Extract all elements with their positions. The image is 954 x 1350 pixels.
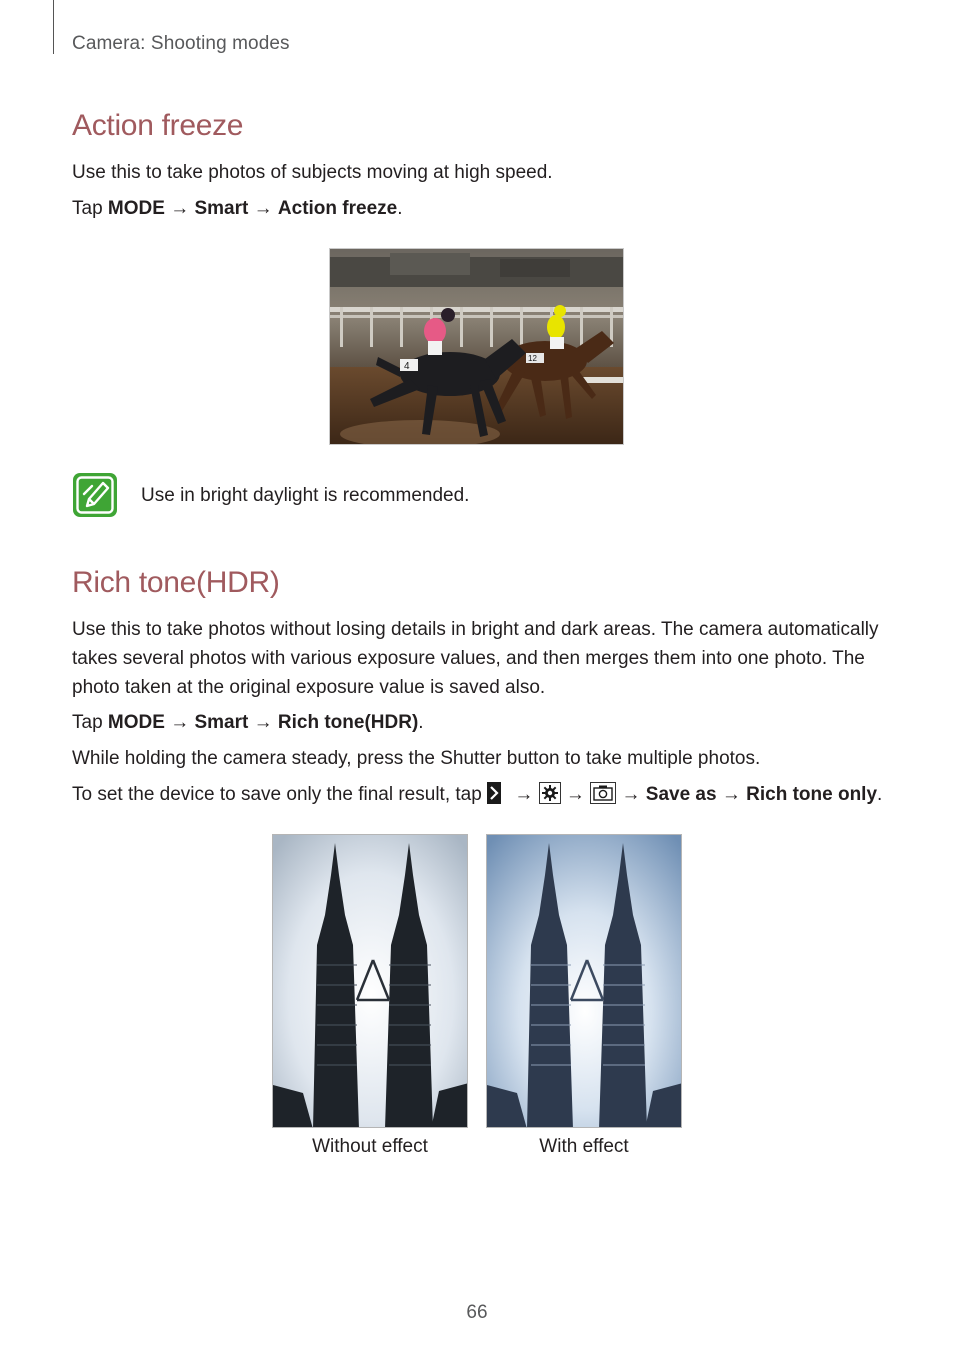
step-action-freeze: Action freeze xyxy=(277,198,398,219)
camera-icon xyxy=(590,782,616,804)
arrow: → xyxy=(170,712,190,733)
running-head: Camera: Shooting modes xyxy=(72,33,290,54)
rich-tone-description: Use this to take photos without losing details in bright and dark areas. The camera automatically takes several photos with various exposure values, and then merges them into one photo. The photo taken at the original exposure value is saved also. xyxy=(72,619,879,698)
note-pencil-icon xyxy=(72,472,118,518)
step-mode: MODE xyxy=(107,712,165,733)
tap-prefix: Tap xyxy=(72,198,103,219)
step-smart: Smart xyxy=(194,198,249,219)
step-save-as: Save as xyxy=(645,784,717,805)
arrow: → xyxy=(514,784,534,805)
action-freeze-steps xyxy=(72,194,403,223)
save-setting-steps xyxy=(72,780,882,809)
arrow: → xyxy=(621,784,641,805)
saddle-number-12: 12 xyxy=(528,354,537,363)
saddle-number-4: 4 xyxy=(404,361,410,372)
arrow: → xyxy=(565,784,585,805)
action-freeze-description: Use this to take photos of subjects moving at high speed. xyxy=(72,162,553,183)
section-title-action-freeze: Action freeze xyxy=(72,109,244,142)
tap-prefix: Tap xyxy=(72,712,103,733)
margin-rule xyxy=(53,0,54,54)
note-text: Use in bright daylight is recommended. xyxy=(141,485,470,506)
rich-tone-instruction: While holding the camera steady, press the Shutter button to take multiple photos. xyxy=(72,748,761,769)
arrow: → xyxy=(170,198,190,219)
period: . xyxy=(877,784,883,805)
arrow: → xyxy=(721,784,741,805)
page-number: 66 xyxy=(466,1302,488,1323)
period: . xyxy=(397,198,403,219)
chevron-right-icon xyxy=(487,782,509,804)
step-mode: MODE xyxy=(107,198,165,219)
horse-race-photo xyxy=(329,248,624,445)
twin-towers-photo-without-effect xyxy=(272,834,468,1128)
section-title-rich-tone: Rich tone(HDR) xyxy=(72,566,280,599)
rich-tone-steps xyxy=(72,708,424,737)
step-smart: Smart xyxy=(194,712,249,733)
caption-without-effect: Without effect xyxy=(312,1136,428,1157)
gear-icon xyxy=(539,782,561,804)
arrow: → xyxy=(253,198,273,219)
save-setting-prefix: To set the device to save only the final result, tap xyxy=(72,784,482,805)
twin-towers-photo-with-effect xyxy=(486,834,682,1128)
step-rich-tone-only: Rich tone only xyxy=(746,784,878,805)
caption-with-effect: With effect xyxy=(539,1136,629,1157)
arrow: → xyxy=(253,712,273,733)
step-rich-tone: Rich tone(HDR) xyxy=(277,712,419,733)
period: . xyxy=(418,712,424,733)
